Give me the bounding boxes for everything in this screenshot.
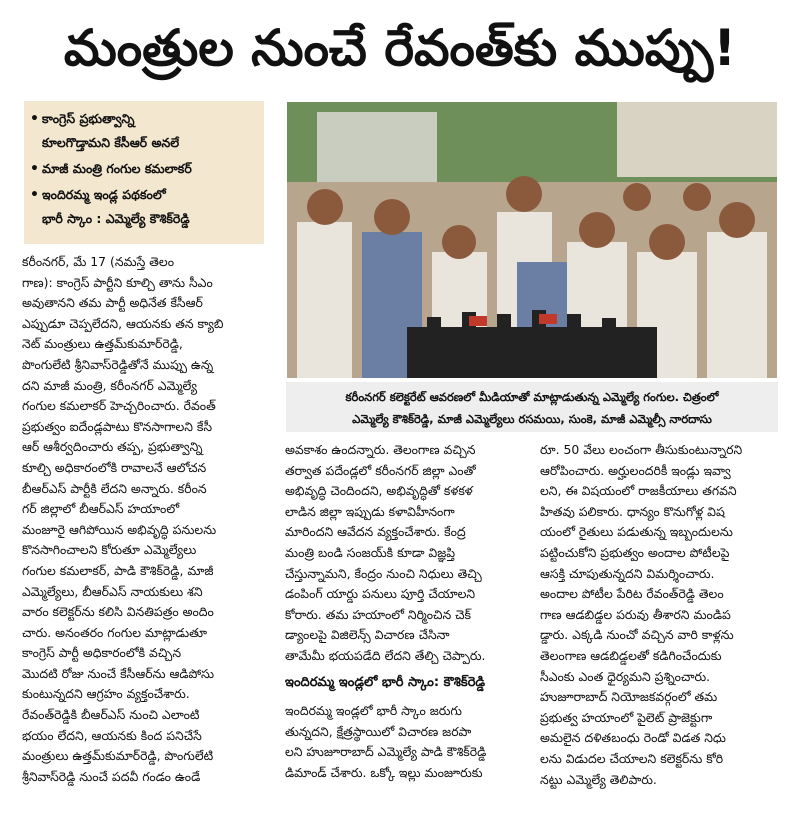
article-text-line: లని, ఈ విషయంలో రాజకీయాలు తగవని [540,483,737,499]
article-text-line: దని మాజీ మంత్రి, కరీంనగర్ ఎమ్మెల్యే [22,377,198,393]
article-text-line: కూల్చి అధికారంలోకి రావాలనే ఆలోచన [22,459,207,475]
article-text-line: హితవు పలికారు. ధాన్యం కొనుగోళ్ల విష [540,503,725,519]
article-text-line: డ్యాంలపై విజిలెన్స్ విచారణ చేసినా [285,627,450,643]
news-photo [287,102,777,378]
highlight-item [24,107,264,155]
article-text-line: బీఆర్‌ఎస్ పార్టీకి లేదని అన్నారు. కరీంన [22,480,207,496]
highlight-line: భారీ స్కాం : ఎమ్మెల్యే కౌశిక్‌రెడ్డి [42,211,190,226]
article-text-line: ఎమ్మెల్యేలు, బీఆర్‌ఎస్ నాయకులు శని [22,583,203,599]
article-subheading: ఇందిరమ్మ ఇండ్లలో భారీ స్కాం: కౌశిక్‌రెడ్డి [285,674,486,690]
article-text-line: ప్రభుత్వం ఐదేండ్లపాటు కొనసాగాలని కేసీ [22,418,213,434]
article-text-line: డ్డారు. ఎక్కడి నుంచో వచ్చిన వారి కాళ్లను [540,627,734,643]
article-text-line: తర్వాత పదేండ్లలో కరీంనగర్ జిల్లా ఎంతో [285,462,476,478]
article-text-line: వారం కలెక్టర్‌ను కలిసి వినతిపత్రం అందిం [22,604,214,620]
article-text-line: గర్ జిల్లాలో బీఆర్‌ఎస్ హయాంలో [22,501,180,517]
article-text-line: పట్టించుకోని ప్రభుత్వం అందాల పోటీలపై [540,544,730,560]
article-text-line: ఆసక్తి చూపుతున్నదని విమర్శించారు. [540,565,715,581]
highlights-box [24,101,264,244]
article-text-line: తామేమీ భయపడేది లేదని తేల్చి చెప్పారు. [285,647,486,663]
highlight-line: కూలగొడ్తామని కేసీఆర్ అనలే [42,135,180,150]
headline: మంత్రుల నుంచే రేవంత్‌కు ముప్పు! [63,19,737,77]
article-text-line: లను విడుదల చేయాలని కలెక్టర్‌ను కోరి [540,750,724,766]
article-text-line: నెట్ మంత్రులు ఉత్తమ్‌కుమార్‌రెడ్డి, [22,336,183,352]
article-text-line: ఎప్పుడూ చెప్పలేదని, ఆయనకు తన క్యాబి [22,315,224,331]
article-text-line: కరీంనగర్, మే 17 (నమస్తే తెలం [22,254,174,269]
article-text-line: రూ. 50 వేలు లంచంగా తీసుకుంటున్నారని [540,442,743,457]
article-text-line: మంత్రులు ఉత్తమ్‌కుమార్‌రెడ్డి, పొంగులేటి [22,748,214,764]
article-text-line: ఆరోపించారు. అర్హులందరికీ ఇండ్లు ఇవ్వా [540,462,731,478]
article-text-line: నట్టు ఎమ్మెల్యే తెలిపారు. [540,771,657,787]
article-text-line: యంలో రైతులు పడుతున్న ఇబ్బందులను [540,524,733,540]
article-text-line: అవుతానని తమ పార్టీ అధినేత కేసీఆర్ [22,295,203,311]
article-text-line: రేవంత్‌రెడ్డికి బీఆర్‌ఎస్ నుంచి ఎలాంటి [22,707,200,723]
article-text-line: సీఎంకు ఎంత ధైర్యమని ప్రశ్నించారు. [540,668,711,684]
article-column-1 [22,252,262,787]
article-text-line: కాంగ్రెస్ పార్టీ అధికారంలోకి వచ్చిన [22,645,182,661]
article-text-line: గాణ): కాంగ్రెస్ పార్టీని కూల్చి తాను సీఎం [22,274,213,290]
article-text-line: అవకాశం ఉందన్నారు. తెలంగాణ వచ్చిన [285,442,476,457]
article-text-line: భయం లేదని, ఆయనకు కింద పనిచేసే [22,727,202,743]
press-meet-photo-illustration [287,102,777,378]
article-text-line: గంగుల కమలాకర్, పాడి కౌశిక్‌రెడ్డి, మాజీ [22,562,214,578]
highlight-item [24,157,264,181]
article-column-2 [285,440,530,784]
photo-caption [286,382,778,432]
caption-line: ఎమ్మెల్యే కౌశిక్‌రెడ్డి, మాజీ ఎమ్మెల్యేలు రసమయి, సుంకె, మాజీ ఎమ్మెల్సీ నారదాసు [352,412,712,426]
article-text-line: చారు. అనంతరం గంగుల మాట్లాడుతూ [22,624,208,640]
article-text-line: డంపింగ్ యార్డు పనులు పూర్తి చేయాలని [285,586,476,602]
highlight-line: • కాంగ్రెస్ ప్రభుత్వాన్ని [42,111,135,126]
highlight-line: • మాజీ మంత్రి గంగుల కమలాకర్ [42,161,192,176]
article-column-3 [540,440,785,790]
caption-line: కరీంనగర్ కలెక్టరేట్ ఆవరణలో మీడియాతో మాట్లాడుతున్న ఎమ్మెల్యే గంగుల. చిత్రంలో [345,390,719,404]
article-text-line: శ్రీనివాస్‌రెడ్డి నుంచే పదవీ గండం ఉండే [22,768,201,784]
article-text-line: అభివృద్ధి చెందిందని, అభివృద్ధితో కళకళ [285,483,473,499]
article-text-line: ప్రభుత్వ హయాంలో పైలెట్ ప్రాజెక్టుగా [540,709,713,725]
article-text-line: లని హుజూరాబాద్ ఎమ్మెల్యే పాడి కౌశిక్‌రెడ్డి [285,744,487,760]
article-text-line: గంగుల కమలాకర్ హెచ్చరించారు. రేవంత్ [22,398,216,414]
article-text-line: అందాల పోటీల పేరిట రేవంత్‌రెడ్డి తెలం [540,586,724,602]
article-text-line: పొంగులేటి శ్రీనివాస్‌రెడ్డితోనే ముప్పు ఉన్న [22,356,214,372]
article-text-line: చేస్తున్నామని, కేంద్రం నుంచి నిధులు తెచ్చి [285,565,482,581]
article-text-line: మారిందని ఆవేదన వ్యక్తంచేశారు. కేంద్ర [285,524,466,540]
article-text-line: డిమాండ్ చేశారు. ఒక్కో ఇల్లు మంజూరుకు [285,764,483,780]
article-text-line: మొదటి రోజు నుంచే కేసీఆర్‌ను ఆడిపోసు [22,665,215,681]
article-text-line: గాణ ఆడబిడ్డల పరువు తీశారని మండిప [540,606,731,622]
article-text-line: మంజూరై ఆగిపోయిన అభివృద్ధి పనులను [22,521,217,537]
article-text-line: హుజూరాబాద్ నియోజకవర్గంలో తమ [540,689,718,705]
article-text-line: తున్నదని, క్షేత్రస్థాయిలో విచారణ జరపా [285,723,472,739]
article-text-line: మంత్రి బండి సంజయ్‌కి కూడా విజ్ఞప్తి [285,544,456,560]
article-text-line: కొనసాగించాలని కోరుతూ ఎమ్మెల్యేలు [22,542,197,558]
article-text-line: అమలైన దళితబంధు రెండో విడత నిధు [540,730,726,746]
article-text-line: కోరారు. తమ హయాంలో నిర్మించిన చెక్ [285,606,472,622]
article-text-line: ఇందిరమ్మ ఇండ్లలో భారీ స్కాం జరుగు [285,703,462,719]
highlight-line: • ఇందిరమ్మ ఇండ్ల పథకంలో [42,187,166,202]
article-text-line: లాడిన జిల్లా ఇప్పుడు కళావిహీనంగా [285,503,455,519]
highlight-item [24,183,264,231]
article-text-line: కుంటున్నదని ఆగ్రహం వ్యక్తంచేశారు. [22,686,190,702]
article-text-line: తెలంగాణ ఆడబిడ్డలతో కడిగించేందుకు [540,647,722,663]
article-text-line: ఆర్ ఆశీర్వదించారు తప్ప, ప్రభుత్వాన్ని [22,439,203,455]
